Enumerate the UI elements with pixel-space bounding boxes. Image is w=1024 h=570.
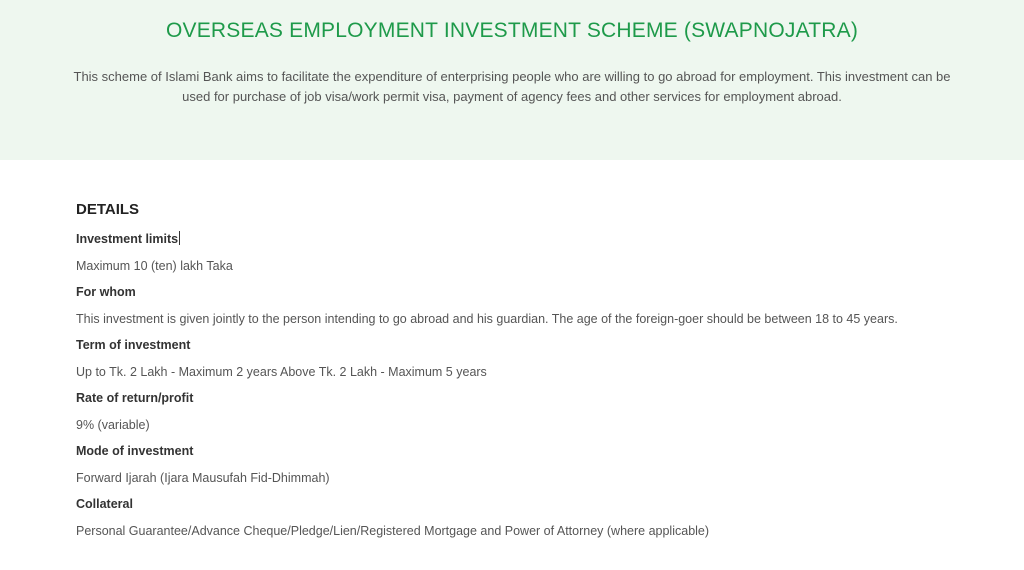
hero-banner: [0, 0, 1024, 160]
term-of-investment-value: Up to Tk. 2 Lakh - Maximum 2 years Above Tk. 2 Lakh - Maximum 5 years: [76, 364, 487, 379]
collateral-label: Collateral: [76, 497, 133, 511]
text-cursor: [179, 231, 180, 245]
scheme-description: This scheme of Islami Bank aims to facilitate the expenditure of enterprising people who are willing to go abroad for employment. This investment can be used for purchase of job visa/work permit visa, payment of agency fees and other services for employment abroad.: [73, 69, 951, 104]
investment-limits-label[interactable]: Investment limits: [76, 232, 179, 246]
mode-of-investment-label: Mode of investment: [76, 444, 194, 458]
page-title: OVERSEAS EMPLOYMENT INVESTMENT SCHEME (SWAPNOJATRA): [165, 19, 859, 42]
for-whom-value: This investment is given jointly to the person intending to go abroad and his guardian. The age of the foreign-goer should be between 18 to 45 years.: [76, 311, 898, 326]
rate-of-return-label: Rate of return/profit: [76, 391, 194, 405]
mode-of-investment-value: Forward Ijarah (Ijara Mausufah Fid-Dhimmah): [76, 470, 330, 485]
rate-of-return-value: 9% (variable): [76, 417, 150, 432]
details-heading: DETAILS: [76, 201, 140, 218]
for-whom-label: For whom: [76, 285, 136, 299]
collateral-value: Personal Guarantee/Advance Cheque/Pledge/Lien/Registered Mortgage and Power of Attorney (where applicable): [76, 523, 710, 538]
details-section: [76, 198, 976, 548]
investment-limits-value: Maximum 10 (ten) lakh Taka: [76, 258, 233, 273]
term-of-investment-label: Term of investment: [76, 338, 191, 352]
